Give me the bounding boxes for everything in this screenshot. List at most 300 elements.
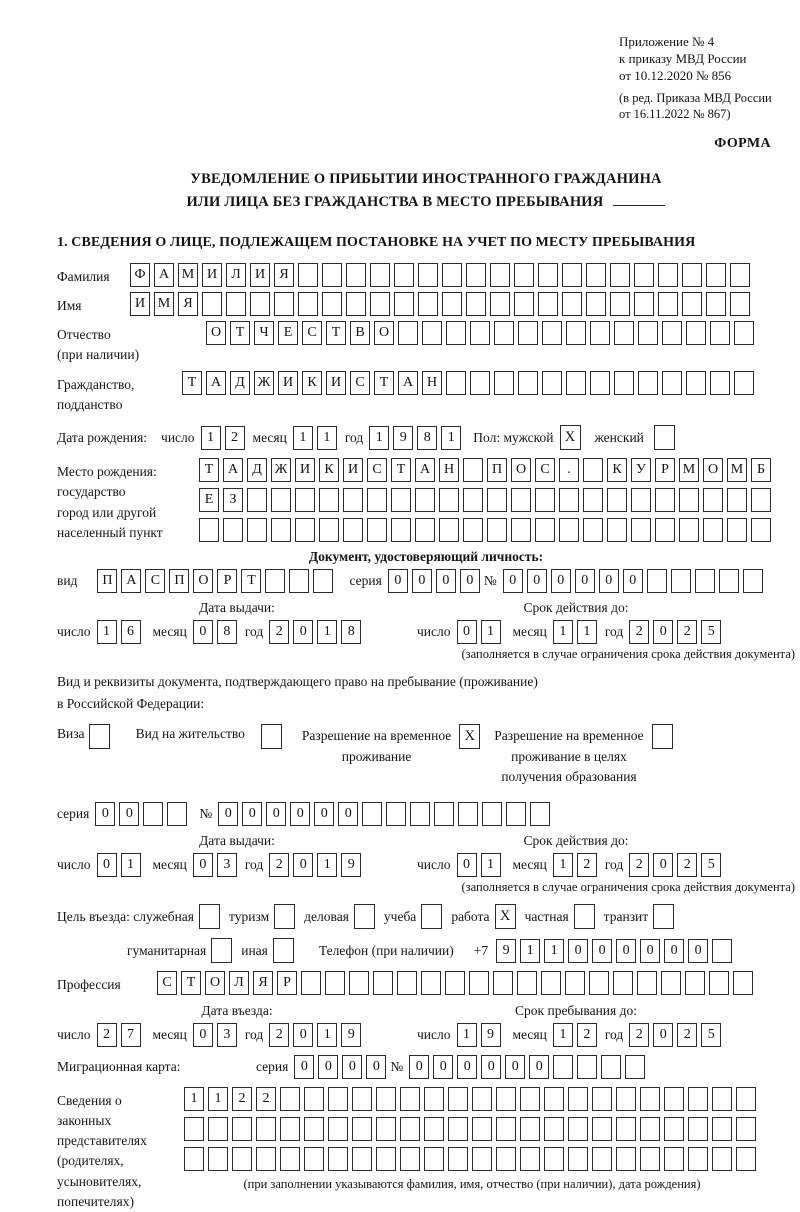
- char-box[interactable]: [469, 971, 489, 995]
- char-box[interactable]: [298, 263, 318, 287]
- representatives-row1-input[interactable]: [184, 1087, 760, 1111]
- char-box[interactable]: [736, 1087, 756, 1111]
- char-box[interactable]: К: [607, 458, 627, 482]
- char-box[interactable]: 1: [317, 1023, 337, 1047]
- char-box[interactable]: 0: [294, 1055, 314, 1079]
- char-box[interactable]: 0: [193, 620, 213, 644]
- char-box[interactable]: [424, 1087, 444, 1111]
- char-box[interactable]: [616, 1117, 636, 1141]
- char-box[interactable]: 1: [577, 620, 597, 644]
- char-box[interactable]: 3: [217, 853, 237, 877]
- char-box[interactable]: [376, 1087, 396, 1111]
- char-box[interactable]: [256, 1147, 276, 1171]
- char-box[interactable]: [712, 1117, 732, 1141]
- char-box[interactable]: 0: [505, 1055, 525, 1079]
- char-box[interactable]: [472, 1087, 492, 1111]
- char-box[interactable]: Н: [422, 371, 442, 395]
- char-box[interactable]: [442, 263, 462, 287]
- birthplace-row3-input[interactable]: [199, 518, 775, 542]
- issue-year-input[interactable]: [269, 620, 365, 644]
- char-box[interactable]: М: [178, 263, 198, 287]
- char-box[interactable]: [295, 518, 315, 542]
- char-box[interactable]: У: [631, 458, 651, 482]
- char-box[interactable]: 8: [417, 426, 437, 450]
- char-box[interactable]: [346, 292, 366, 316]
- char-box[interactable]: [553, 1055, 573, 1079]
- char-box[interactable]: Е: [199, 488, 219, 512]
- valid-year-input[interactable]: [629, 620, 725, 644]
- birth-year-input[interactable]: [369, 426, 465, 450]
- char-box[interactable]: О: [511, 458, 531, 482]
- char-box[interactable]: С: [145, 569, 165, 593]
- char-box[interactable]: [544, 1117, 564, 1141]
- res-valid-month-input[interactable]: [553, 853, 601, 877]
- res-valid-day-input[interactable]: [457, 853, 505, 877]
- char-box[interactable]: А: [415, 458, 435, 482]
- char-box[interactable]: И: [326, 371, 346, 395]
- char-box[interactable]: [328, 1087, 348, 1111]
- char-box[interactable]: 2: [269, 853, 289, 877]
- char-box[interactable]: [463, 518, 483, 542]
- char-box[interactable]: 2: [269, 1023, 289, 1047]
- char-box[interactable]: 0: [599, 569, 619, 593]
- char-box[interactable]: 0: [436, 569, 456, 593]
- char-box[interactable]: 5: [701, 853, 721, 877]
- char-box[interactable]: [442, 292, 462, 316]
- char-box[interactable]: [352, 1147, 372, 1171]
- char-box[interactable]: [514, 292, 534, 316]
- char-box[interactable]: [634, 292, 654, 316]
- valid-day-input[interactable]: [457, 620, 505, 644]
- char-box[interactable]: [184, 1117, 204, 1141]
- char-box[interactable]: [391, 518, 411, 542]
- entry-month-input[interactable]: [193, 1023, 241, 1047]
- char-box[interactable]: [709, 971, 729, 995]
- char-box[interactable]: [664, 1117, 684, 1141]
- char-box[interactable]: [448, 1147, 468, 1171]
- char-box[interactable]: [734, 371, 754, 395]
- purpose-work-checkbox[interactable]: X: [495, 904, 516, 929]
- char-box[interactable]: [418, 292, 438, 316]
- char-box[interactable]: [559, 488, 579, 512]
- char-box[interactable]: [421, 971, 441, 995]
- char-box[interactable]: [565, 971, 585, 995]
- purpose-humanitarian-checkbox[interactable]: [211, 938, 232, 963]
- char-box[interactable]: [466, 292, 486, 316]
- char-box[interactable]: [535, 518, 555, 542]
- issue-month-input[interactable]: [193, 620, 241, 644]
- char-box[interactable]: [589, 971, 609, 995]
- char-box[interactable]: [424, 1147, 444, 1171]
- char-box[interactable]: [458, 802, 478, 826]
- char-box[interactable]: [410, 802, 430, 826]
- char-box[interactable]: [514, 263, 534, 287]
- char-box[interactable]: И: [343, 458, 363, 482]
- char-box[interactable]: [328, 1147, 348, 1171]
- char-box[interactable]: 0: [653, 1023, 673, 1047]
- char-box[interactable]: [496, 1117, 516, 1141]
- char-box[interactable]: [373, 971, 393, 995]
- char-box[interactable]: [304, 1147, 324, 1171]
- char-box[interactable]: [517, 971, 537, 995]
- sex-female-checkbox[interactable]: [654, 425, 675, 450]
- char-box[interactable]: К: [319, 458, 339, 482]
- char-box[interactable]: 2: [677, 620, 697, 644]
- char-box[interactable]: [343, 518, 363, 542]
- char-box[interactable]: 2: [577, 853, 597, 877]
- char-box[interactable]: 0: [568, 939, 588, 963]
- char-box[interactable]: [289, 569, 309, 593]
- issue-day-input[interactable]: [97, 620, 145, 644]
- phone-input[interactable]: [496, 939, 736, 963]
- char-box[interactable]: 0: [314, 802, 334, 826]
- char-box[interactable]: [397, 971, 417, 995]
- char-box[interactable]: [592, 1147, 612, 1171]
- char-box[interactable]: [688, 1147, 708, 1171]
- char-box[interactable]: [703, 518, 723, 542]
- char-box[interactable]: [247, 488, 267, 512]
- char-box[interactable]: О: [374, 321, 394, 345]
- char-box[interactable]: 1: [520, 939, 540, 963]
- char-box[interactable]: [319, 488, 339, 512]
- char-box[interactable]: [391, 488, 411, 512]
- char-box[interactable]: М: [679, 458, 699, 482]
- char-box[interactable]: [520, 1087, 540, 1111]
- char-box[interactable]: 0: [266, 802, 286, 826]
- char-box[interactable]: 0: [97, 853, 117, 877]
- char-box[interactable]: [400, 1087, 420, 1111]
- entry-day-input[interactable]: [97, 1023, 145, 1047]
- char-box[interactable]: [544, 1147, 564, 1171]
- char-box[interactable]: [577, 1055, 597, 1079]
- citizenship-input[interactable]: [182, 371, 758, 395]
- char-box[interactable]: [482, 802, 502, 826]
- char-box[interactable]: [511, 488, 531, 512]
- char-box[interactable]: [322, 263, 342, 287]
- char-box[interactable]: 2: [629, 853, 649, 877]
- char-box[interactable]: [640, 1117, 660, 1141]
- edu-permit-checkbox[interactable]: [652, 724, 673, 749]
- char-box[interactable]: 2: [256, 1087, 276, 1111]
- char-box[interactable]: [400, 1117, 420, 1141]
- char-box[interactable]: [703, 488, 723, 512]
- char-box[interactable]: 5: [701, 620, 721, 644]
- char-box[interactable]: Я: [178, 292, 198, 316]
- char-box[interactable]: [613, 971, 633, 995]
- char-box[interactable]: 0: [95, 802, 115, 826]
- char-box[interactable]: [751, 488, 771, 512]
- char-box[interactable]: Т: [199, 458, 219, 482]
- char-box[interactable]: К: [302, 371, 322, 395]
- char-box[interactable]: [352, 1087, 372, 1111]
- char-box[interactable]: П: [169, 569, 189, 593]
- char-box[interactable]: [662, 321, 682, 345]
- char-box[interactable]: 0: [616, 939, 636, 963]
- stay-day-input[interactable]: [457, 1023, 505, 1047]
- patronymic-input[interactable]: [206, 321, 758, 345]
- char-box[interactable]: [415, 488, 435, 512]
- mc-number-input[interactable]: [409, 1055, 649, 1079]
- char-box[interactable]: [730, 292, 750, 316]
- char-box[interactable]: 9: [496, 939, 516, 963]
- char-box[interactable]: [446, 321, 466, 345]
- char-box[interactable]: [511, 518, 531, 542]
- char-box[interactable]: 0: [457, 620, 477, 644]
- char-box[interactable]: П: [487, 458, 507, 482]
- char-box[interactable]: [280, 1087, 300, 1111]
- char-box[interactable]: А: [398, 371, 418, 395]
- char-box[interactable]: [434, 802, 454, 826]
- char-box[interactable]: [424, 1117, 444, 1141]
- char-box[interactable]: С: [367, 458, 387, 482]
- char-box[interactable]: [208, 1147, 228, 1171]
- char-box[interactable]: Ж: [254, 371, 274, 395]
- char-box[interactable]: [568, 1147, 588, 1171]
- char-box[interactable]: 1: [553, 853, 573, 877]
- char-box[interactable]: Ч: [254, 321, 274, 345]
- char-box[interactable]: [695, 569, 715, 593]
- char-box[interactable]: [518, 371, 538, 395]
- char-box[interactable]: [274, 292, 294, 316]
- char-box[interactable]: [472, 1147, 492, 1171]
- char-box[interactable]: [625, 1055, 645, 1079]
- char-box[interactable]: Е: [278, 321, 298, 345]
- char-box[interactable]: [562, 263, 582, 287]
- char-box[interactable]: [232, 1147, 252, 1171]
- visa-checkbox[interactable]: [89, 724, 110, 749]
- char-box[interactable]: [487, 518, 507, 542]
- char-box[interactable]: [616, 1147, 636, 1171]
- purpose-official-checkbox[interactable]: [199, 904, 220, 929]
- char-box[interactable]: [586, 263, 606, 287]
- char-box[interactable]: [226, 292, 246, 316]
- char-box[interactable]: [349, 971, 369, 995]
- char-box[interactable]: 2: [232, 1087, 252, 1111]
- char-box[interactable]: [223, 518, 243, 542]
- char-box[interactable]: [448, 1117, 468, 1141]
- char-box[interactable]: Т: [374, 371, 394, 395]
- char-box[interactable]: [583, 488, 603, 512]
- char-box[interactable]: 0: [551, 569, 571, 593]
- char-box[interactable]: 0: [457, 1055, 477, 1079]
- char-box[interactable]: [535, 488, 555, 512]
- char-box[interactable]: 0: [293, 1023, 313, 1047]
- char-box[interactable]: [634, 263, 654, 287]
- purpose-private-checkbox[interactable]: [574, 904, 595, 929]
- purpose-other-checkbox[interactable]: [273, 938, 294, 963]
- residence-permit-checkbox[interactable]: [261, 724, 282, 749]
- char-box[interactable]: М: [727, 458, 747, 482]
- char-box[interactable]: [638, 321, 658, 345]
- char-box[interactable]: [301, 971, 321, 995]
- char-box[interactable]: [520, 1147, 540, 1171]
- char-box[interactable]: [184, 1147, 204, 1171]
- char-box[interactable]: [712, 939, 732, 963]
- char-box[interactable]: Ж: [271, 458, 291, 482]
- char-box[interactable]: Б: [751, 458, 771, 482]
- char-box[interactable]: [496, 1147, 516, 1171]
- char-box[interactable]: 0: [293, 620, 313, 644]
- char-box[interactable]: 3: [217, 1023, 237, 1047]
- mc-series-input[interactable]: [294, 1055, 390, 1079]
- char-box[interactable]: [671, 569, 691, 593]
- char-box[interactable]: [601, 1055, 621, 1079]
- char-box[interactable]: 0: [640, 939, 660, 963]
- char-box[interactable]: [736, 1117, 756, 1141]
- char-box[interactable]: [518, 321, 538, 345]
- char-box[interactable]: [614, 321, 634, 345]
- char-box[interactable]: [706, 263, 726, 287]
- char-box[interactable]: Д: [247, 458, 267, 482]
- char-box[interactable]: 5: [701, 1023, 721, 1047]
- char-box[interactable]: [208, 1117, 228, 1141]
- char-box[interactable]: 9: [341, 853, 361, 877]
- char-box[interactable]: 0: [527, 569, 547, 593]
- char-box[interactable]: [686, 321, 706, 345]
- char-box[interactable]: И: [250, 263, 270, 287]
- char-box[interactable]: А: [154, 263, 174, 287]
- char-box[interactable]: [247, 518, 267, 542]
- char-box[interactable]: А: [223, 458, 243, 482]
- char-box[interactable]: Л: [226, 263, 246, 287]
- char-box[interactable]: [751, 518, 771, 542]
- char-box[interactable]: 1: [481, 853, 501, 877]
- char-box[interactable]: [490, 292, 510, 316]
- char-box[interactable]: 0: [688, 939, 708, 963]
- char-box[interactable]: [490, 263, 510, 287]
- char-box[interactable]: [466, 263, 486, 287]
- char-box[interactable]: [679, 488, 699, 512]
- char-box[interactable]: 0: [412, 569, 432, 593]
- char-box[interactable]: О: [205, 971, 225, 995]
- char-box[interactable]: 1: [544, 939, 564, 963]
- char-box[interactable]: Т: [241, 569, 261, 593]
- char-box[interactable]: [614, 371, 634, 395]
- char-box[interactable]: 1: [457, 1023, 477, 1047]
- char-box[interactable]: Р: [655, 458, 675, 482]
- representatives-row3-input[interactable]: [184, 1147, 760, 1171]
- givenname-input[interactable]: [130, 292, 754, 316]
- char-box[interactable]: [538, 263, 558, 287]
- char-box[interactable]: [304, 1087, 324, 1111]
- purpose-transit-checkbox[interactable]: [653, 904, 674, 929]
- char-box[interactable]: 1: [481, 620, 501, 644]
- char-box[interactable]: [328, 1117, 348, 1141]
- char-box[interactable]: [538, 292, 558, 316]
- char-box[interactable]: Р: [217, 569, 237, 593]
- birthplace-row2-input[interactable]: [199, 488, 775, 512]
- char-box[interactable]: 1: [121, 853, 141, 877]
- res-number-input[interactable]: [218, 802, 554, 826]
- valid-month-input[interactable]: [553, 620, 601, 644]
- char-box[interactable]: С: [350, 371, 370, 395]
- char-box[interactable]: 8: [217, 620, 237, 644]
- char-box[interactable]: [655, 518, 675, 542]
- char-box[interactable]: 0: [388, 569, 408, 593]
- char-box[interactable]: 0: [503, 569, 523, 593]
- char-box[interactable]: [736, 1147, 756, 1171]
- char-box[interactable]: [370, 292, 390, 316]
- char-box[interactable]: 9: [393, 426, 413, 450]
- char-box[interactable]: [727, 488, 747, 512]
- char-box[interactable]: [679, 518, 699, 542]
- char-box[interactable]: [583, 458, 603, 482]
- char-box[interactable]: [232, 1117, 252, 1141]
- char-box[interactable]: 0: [119, 802, 139, 826]
- char-box[interactable]: Я: [253, 971, 273, 995]
- char-box[interactable]: [415, 518, 435, 542]
- char-box[interactable]: [541, 971, 561, 995]
- char-box[interactable]: [472, 1117, 492, 1141]
- char-box[interactable]: [664, 1147, 684, 1171]
- char-box[interactable]: Я: [274, 263, 294, 287]
- char-box[interactable]: [662, 371, 682, 395]
- char-box[interactable]: И: [295, 458, 315, 482]
- char-box[interactable]: [439, 518, 459, 542]
- char-box[interactable]: [706, 292, 726, 316]
- char-box[interactable]: Т: [326, 321, 346, 345]
- char-box[interactable]: [637, 971, 657, 995]
- char-box[interactable]: [616, 1087, 636, 1111]
- char-box[interactable]: [610, 263, 630, 287]
- char-box[interactable]: [319, 518, 339, 542]
- char-box[interactable]: [496, 1087, 516, 1111]
- char-box[interactable]: А: [121, 569, 141, 593]
- char-box[interactable]: [370, 263, 390, 287]
- char-box[interactable]: [640, 1087, 660, 1111]
- char-box[interactable]: 0: [653, 620, 673, 644]
- char-box[interactable]: [422, 321, 442, 345]
- char-box[interactable]: [470, 371, 490, 395]
- char-box[interactable]: [202, 292, 222, 316]
- char-box[interactable]: [446, 371, 466, 395]
- char-box[interactable]: И: [202, 263, 222, 287]
- char-box[interactable]: [493, 971, 513, 995]
- char-box[interactable]: 0: [457, 853, 477, 877]
- char-box[interactable]: И: [278, 371, 298, 395]
- char-box[interactable]: [688, 1087, 708, 1111]
- char-box[interactable]: [559, 518, 579, 542]
- char-box[interactable]: [352, 1117, 372, 1141]
- char-box[interactable]: [710, 371, 730, 395]
- char-box[interactable]: [367, 518, 387, 542]
- char-box[interactable]: [418, 263, 438, 287]
- char-box[interactable]: Ф: [130, 263, 150, 287]
- char-box[interactable]: О: [193, 569, 213, 593]
- char-box[interactable]: [367, 488, 387, 512]
- char-box[interactable]: [343, 488, 363, 512]
- char-box[interactable]: 1: [553, 1023, 573, 1047]
- char-box[interactable]: [530, 802, 550, 826]
- char-box[interactable]: [400, 1147, 420, 1171]
- char-box[interactable]: [271, 518, 291, 542]
- char-box[interactable]: [682, 292, 702, 316]
- char-box[interactable]: [494, 371, 514, 395]
- char-box[interactable]: [733, 971, 753, 995]
- char-box[interactable]: [566, 321, 586, 345]
- char-box[interactable]: С: [157, 971, 177, 995]
- char-box[interactable]: [376, 1147, 396, 1171]
- char-box[interactable]: [346, 263, 366, 287]
- char-box[interactable]: [685, 971, 705, 995]
- char-box[interactable]: [448, 1087, 468, 1111]
- char-box[interactable]: [506, 802, 526, 826]
- char-box[interactable]: 0: [366, 1055, 386, 1079]
- char-box[interactable]: [280, 1147, 300, 1171]
- res-issue-year-input[interactable]: [269, 853, 365, 877]
- char-box[interactable]: 2: [225, 426, 245, 450]
- char-box[interactable]: [304, 1117, 324, 1141]
